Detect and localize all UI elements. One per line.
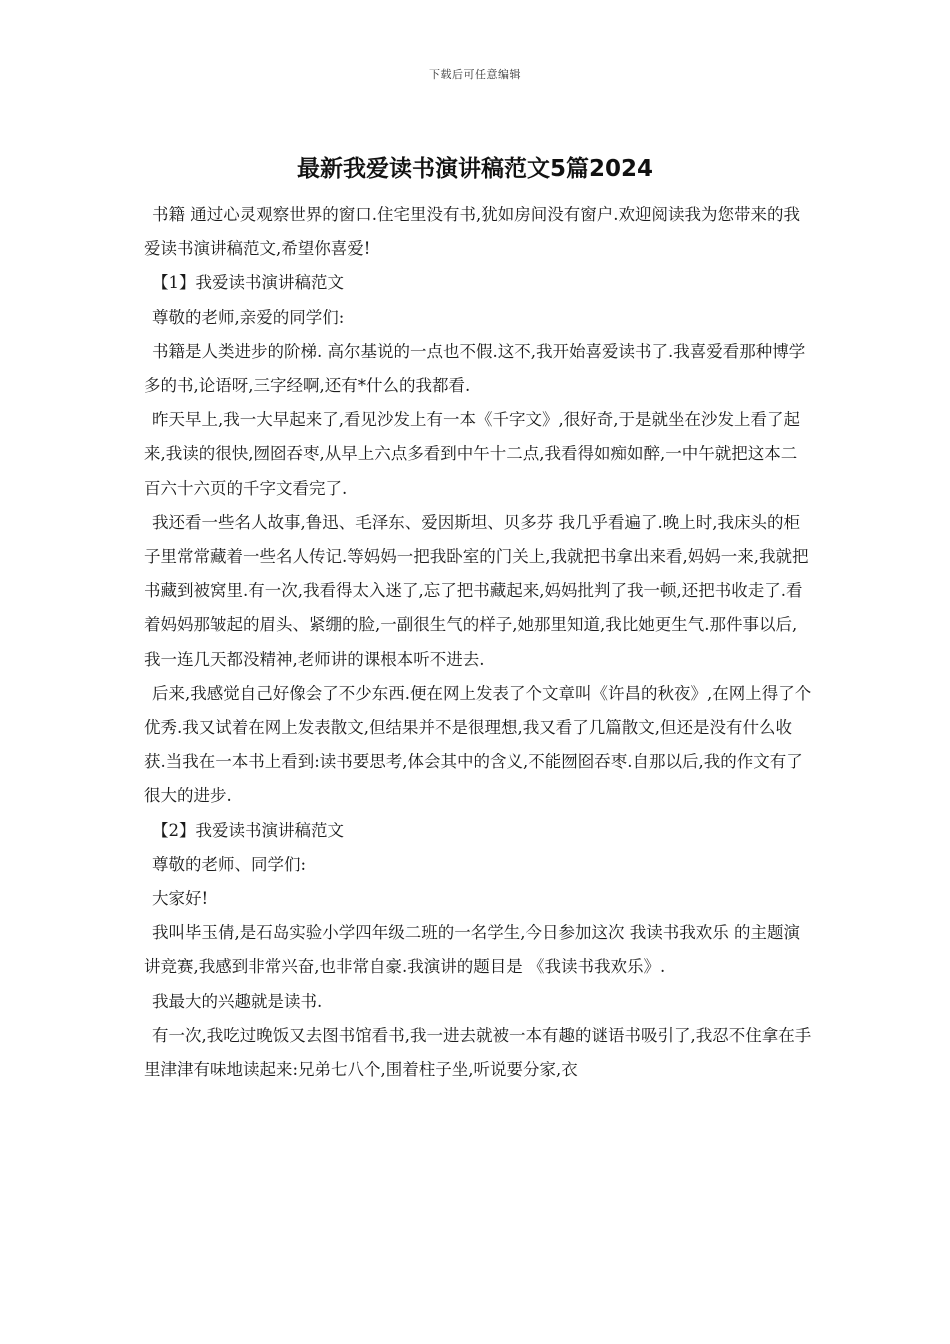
body-paragraph: 我最大的兴趣就是读书. (152, 991, 323, 1011)
greeting-paragraph: 大家好! (152, 889, 209, 909)
intro-paragraph: 书籍 通过心灵观察世界的窗口.住宅里没有书,犹如房间没有窗户.欢迎阅读我为您带来的我爱读书演讲稿范文,希望你喜爱! (144, 205, 800, 259)
salutation-paragraph: 尊敬的老师、同学们: (152, 854, 307, 874)
body-paragraph: 后来,我感觉自己好像会了不少东西.便在网上发表了个文章叫《许昌的秋夜》,在网上得了个优秀.我又试着在网上发表散文,但结果并不是很理想,我又看了几篇散文,但还是没有什么收获.当我在一本书上看到:读书要思考,体会其中的含义,不能囫囵吞枣.自那以后,我的作文有了很大的进步. (144, 683, 812, 806)
section-heading-2: 【2】我爱读书演讲稿范文 (152, 820, 344, 840)
body-paragraph: 有一次,我吃过晚饭又去图书馆看书,我一进去就被一本有趣的谜语书吸引了,我忍不住拿在手里津津有味地读起来:兄弟七八个,围着柱子坐,听说要分家,衣 (144, 1025, 812, 1080)
section-heading-1: 【1】我爱读书演讲稿范文 (152, 273, 344, 293)
header-note: 下载后可任意编辑 (429, 68, 521, 81)
body-paragraph: 书籍是人类进步的阶梯. 高尔基说的一点也不假.这不,我开始喜爱读书了.我喜爱看那种博学多的书,论语呀,三字经啊,还有*什么的我都看. (144, 341, 806, 396)
body-paragraph: 我还看一些名人故事,鲁迅、毛泽东、爱因斯坦、贝多芬 我几乎看遍了.晚上时,我床头的柜子里常常藏着一些名人传记.等妈妈一把我卧室的门关上,我就把书拿出来看,妈妈一来,我就把书藏到被窝里.有一次,我看得太入迷了,忘了把书藏起来,妈妈批判了我一顿,还把书收走了.看着妈妈那皱起的眉头、紧绷的脸,一副很生气的样子,她那里知道,我比她更生气.那件事以后,我一连几天都没精神,老师讲的课根本听不进去. (144, 512, 809, 669)
body-paragraph: 昨天早上,我一大早起来了,看见沙发上有一本《千字文》,很好奇,于是就坐在沙发上看了起来,我读的很快,囫囵吞枣,从早上六点多看到中午十二点,我看得如痴如醉,一中午就把这本二百六十六页的千字文看完了. (144, 410, 800, 498)
body-paragraph: 我叫毕玉倩,是石岛实验小学四年级二班的一名学生,今日参加这次 我读书我欢乐 的主题演讲竞赛,我感到非常兴奋,也非常自豪.我演讲的题目是 《我读书我欢乐》. (144, 923, 800, 977)
document-title: 最新我爱读书演讲稿范文5篇2024 (296, 156, 654, 182)
document-body (144, 198, 812, 1087)
salutation-paragraph: 尊敬的老师,亲爱的同学们: (152, 307, 345, 327)
